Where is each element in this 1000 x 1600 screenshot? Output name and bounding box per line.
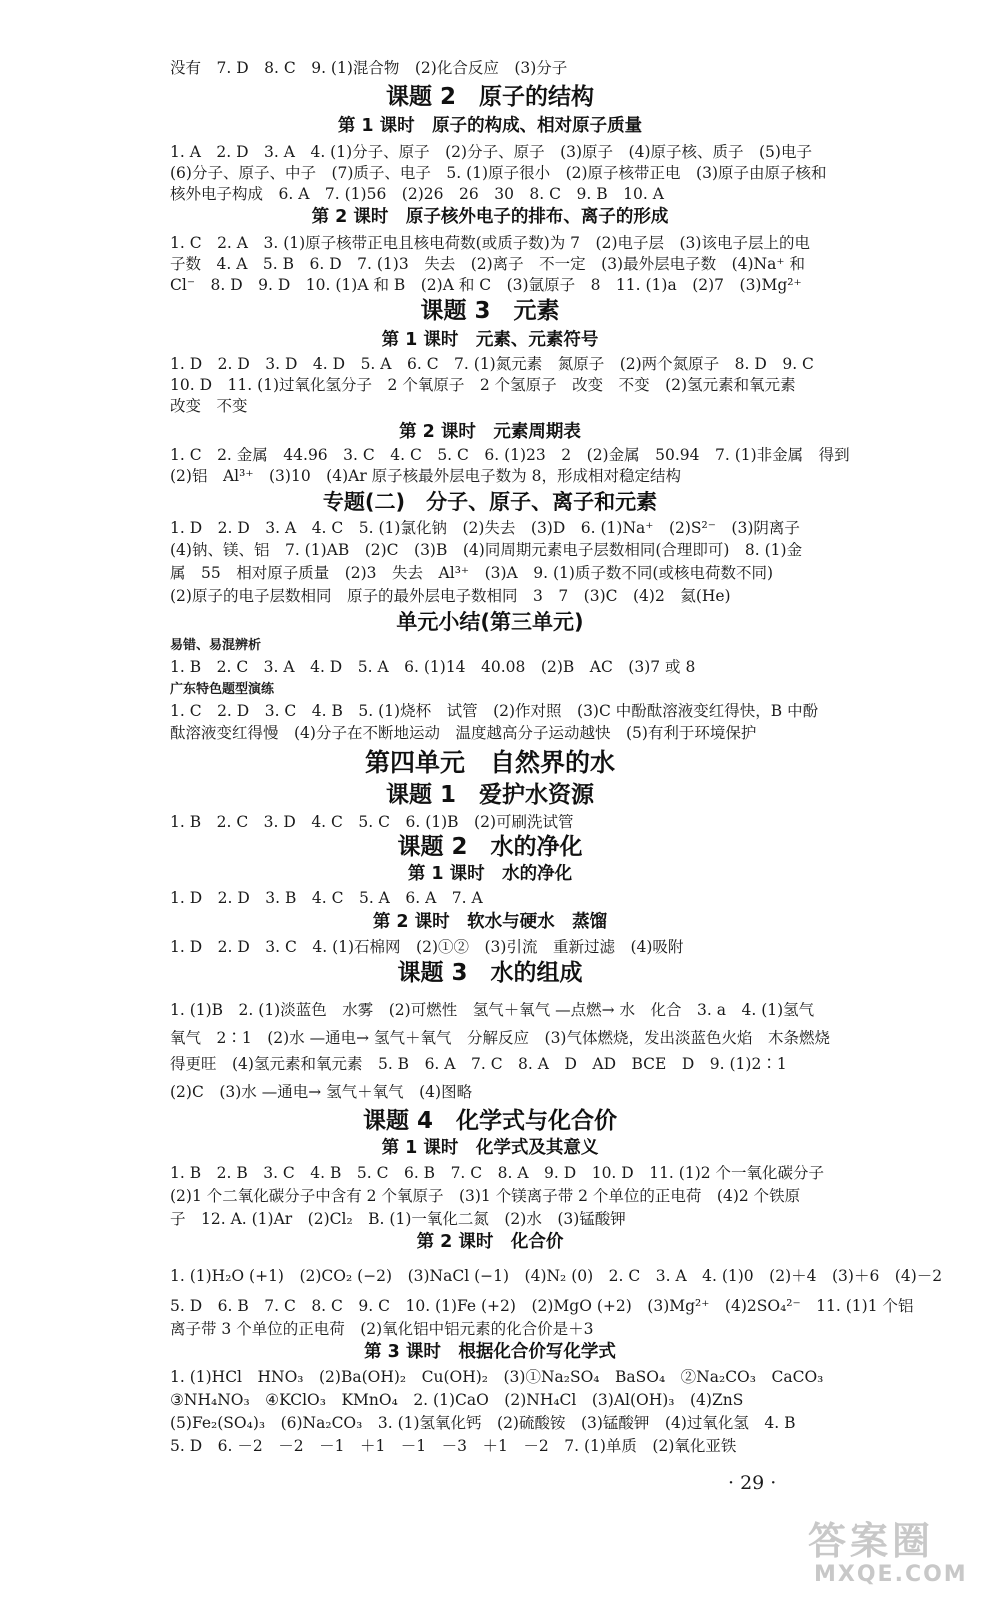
answer-line: Cl⁻ 8. D 9. D 10. (1)A 和 B (2)A 和 C (3)氩原子 8 11. (1)a (2)7 (3)Mg²⁺ xyxy=(170,276,802,294)
answer-line: (5)Fe₂(SO₄)₃ (6)Na₂CO₃ 3. (1)氢氧化钙 (2)硫酸铵 (3)锰酸钾 (4)过氧化氢 4. B xyxy=(170,1414,796,1432)
answer-line: 1. (1)HCl HNO₃ (2)Ba(OH)₂ Cu(OH)₂ (3)①Na₂SO₄ BaSO₄ ②Na₂CO₃ CaCO₃ xyxy=(170,1368,824,1386)
section-heading: 课题 3 水的组成 xyxy=(397,960,583,986)
watermark-logo xyxy=(800,1510,990,1592)
answer-line: 10. D 11. (1)过氧化氢分子 2 个氧原子 2 个氢原子 改变 不变 (2)氢元素和氧元素 xyxy=(170,376,796,394)
answer-line: 1. A 2. D 3. A 4. (1)分子、原子 (2)分子、原子 (3)原子 (4)原子核、质子 (5)电子 xyxy=(170,143,812,161)
answer-line: 子 12. A. (1)Ar (2)Cl₂ B. (1)一氧化二氮 (2)水 (3)锰酸钾 xyxy=(170,1210,626,1228)
answer-line: (4)钠、镁、铝 7. (1)AB (2)C (3)B (4)同周期元素电子层数相同(合理即可) 8. (1)金 xyxy=(170,541,803,559)
watermark-text: 答案圈 xyxy=(808,1519,935,1563)
page-number: · 29 · xyxy=(728,1472,777,1494)
answer-line: 1. D 2. D 3. A 4. C 5. (1)氯化钠 (2)失去 (3)D 6. (1)Na⁺ (2)S²⁻ (3)阴离子 xyxy=(170,519,800,537)
answer-line: 离子带 3 个单位的正电荷 (2)氧化铝中铝元素的化合价是＋3 xyxy=(170,1320,594,1338)
lesson-heading: 第 1 课时 元素、元素符号 xyxy=(381,330,599,350)
answer-line: 1. D 2. D 3. D 4. D 5. A 6. C 7. (1)氮元素 氮原子 (2)两个氮原子 8. D 9. C xyxy=(170,355,814,373)
answer-line: 核外电子构成 6. A 7. (1)56 (2)26 26 30 8. C 9. B 10. A xyxy=(170,185,664,203)
answer-line: 5. D 6. －2 －2 －1 ＋1 －1 －3 ＋1 －2 7. (1)单质 (2)氧化亚铁 xyxy=(170,1437,737,1455)
section-heading: 专题(二) 分子、原子、离子和元素 xyxy=(322,490,658,514)
answer-line: 1. D 2. D 3. B 4. C 5. A 6. A 7. A xyxy=(170,889,483,907)
section-heading: 课题 4 化学式与化合价 xyxy=(362,1108,617,1134)
answer-line: 属 55 相对原子质量 (2)3 失去 Al³⁺ (3)A 9. (1)质子数不同(或核电荷数不同) xyxy=(170,564,774,582)
answer-line: 1. C 2. A 3. (1)原子核带正电且核电荷数(或质子数)为 7 (2)电子层 (3)该电子层上的电 xyxy=(170,234,810,252)
answer-line: (2)原子的电子层数相同 原子的最外层电子数相同 3 7 (3)C (4)2 氦(He) xyxy=(170,587,731,605)
answer-line: 1. (1)B 2. (1)淡蓝色 水雾 (2)可燃性 氢气＋氧气 —点燃→ 水 化合 3. a 4. (1)氢气 xyxy=(170,1001,815,1019)
answer-line: 得更旺 (4)氢元素和氧元素 5. B 6. A 7. C 8. A D AD BCE D 9. (1)2∶1 xyxy=(170,1055,787,1073)
answer-line: 子数 4. A 5. B 6. D 7. (1)3 失去 (2)离子 不一定 (3)最外层电子数 (4)Na⁺ 和 xyxy=(170,255,805,273)
watermark-site: MXQE.COM xyxy=(814,1562,968,1587)
subsection-label: 广东特色题型演练 xyxy=(170,682,275,697)
lesson-heading: 第 2 课时 原子核外电子的排布、离子的形成 xyxy=(311,207,669,227)
section-heading: 课题 3 元素 xyxy=(420,298,560,324)
lesson-heading: 第 2 课时 软水与硬水 蒸馏 xyxy=(372,912,608,932)
section-heading: 单元小结(第三单元) xyxy=(396,610,584,634)
answer-line: 酞溶液变红得慢 (4)分子在不断地运动 温度越高分子运动越快 (5)有利于环境保护 xyxy=(170,724,757,742)
answer-line: 1. B 2. C 3. A 4. D 5. A 6. (1)14 40.08 (2)B AC (3)7 或 8 xyxy=(170,658,696,676)
answer-line: 1. C 2. 金属 44.96 3. C 4. C 5. C 6. (1)23 2 (2)金属 50.94 7. (1)非金属 得到 xyxy=(170,446,850,464)
lesson-heading: 第 1 课时 水的净化 xyxy=(407,864,573,884)
answer-line: 1. C 2. D 3. C 4. B 5. (1)烧杯 试管 (2)作对照 (3)C 中酚酞溶液变红得快，B 中酚 xyxy=(170,702,819,720)
answer-line: (2)铝 Al³⁺ (3)10 (4)Ar 原子核最外层电子数为 8，形成相对稳定结构 xyxy=(170,467,681,485)
answer-line: 1. B 2. B 3. C 4. B 5. C 6. B 7. C 8. A 9. D 10. D 11. (1)2 个一氧化碳分子 xyxy=(170,1164,825,1182)
lesson-heading: 第 3 课时 根据化合价写化学式 xyxy=(364,1342,616,1362)
answer-line: (2)1 个二氧化碳分子中含有 2 个氧原子 (3)1 个镁离子带 2 个单位的正电荷 (4)2 个铁原 xyxy=(170,1187,801,1205)
lesson-heading: 第 2 课时 化合价 xyxy=(416,1232,564,1252)
lesson-heading: 第 2 课时 元素周期表 xyxy=(399,422,581,442)
section-heading: 课题 1 爱护水资源 xyxy=(385,782,594,808)
answer-line: 5. D 6. B 7. C 8. C 9. C 10. (1)Fe (+2) (2)MgO (+2) (3)Mg²⁺ (4)2SO₄²⁻ 11. (1)1 个铝 xyxy=(170,1297,914,1315)
subsection-label: 易错、易混辨析 xyxy=(170,638,262,653)
answer-line: 没有 7. D 8. C 9. (1)混合物 (2)化合反应 (3)分子 xyxy=(170,59,568,77)
answer-line: 氧气 2∶1 (2)水 —通电→ 氢气＋氧气 分解反应 (3)气体燃烧，发出淡蓝色火焰 木条燃烧 xyxy=(170,1029,830,1047)
section-heading: 课题 2 原子的结构 xyxy=(385,84,594,110)
section-heading: 课题 2 水的净化 xyxy=(397,834,583,860)
answer-line: (2)C (3)水 —通电→ 氢气＋氧气 (4)图略 xyxy=(170,1083,473,1101)
unit-heading: 第四单元 自然界的水 xyxy=(364,748,615,777)
answer-line: ③NH₄NO₃ ④KClO₃ KMnO₄ 2. (1)CaO (2)NH₄Cl (3)Al(OH)₃ (4)ZnS xyxy=(170,1391,744,1409)
answer-line: (6)分子、原子、中子 (7)质子、电子 5. (1)原子很小 (2)原子核带正电 (3)原子由原子核和 xyxy=(170,164,827,182)
answer-line: 改变 不变 xyxy=(170,397,248,415)
lesson-heading: 第 1 课时 化学式及其意义 xyxy=(381,1138,599,1158)
answer-line: 1. (1)H₂O (+1) (2)CO₂ (−2) (3)NaCl (−1) (4)N₂ (0) 2. C 3. A 4. (1)0 (2)＋4 (3)＋6 (4)－2 xyxy=(170,1267,943,1285)
answer-line: 1. D 2. D 3. C 4. (1)石棉网 (2)①② (3)引流 重新过滤 (4)吸附 xyxy=(170,938,684,956)
lesson-heading: 第 1 课时 原子的构成、相对原子质量 xyxy=(337,116,643,136)
answer-line: 1. B 2. C 3. D 4. C 5. C 6. (1)B (2)可刷洗试管 xyxy=(170,813,574,831)
